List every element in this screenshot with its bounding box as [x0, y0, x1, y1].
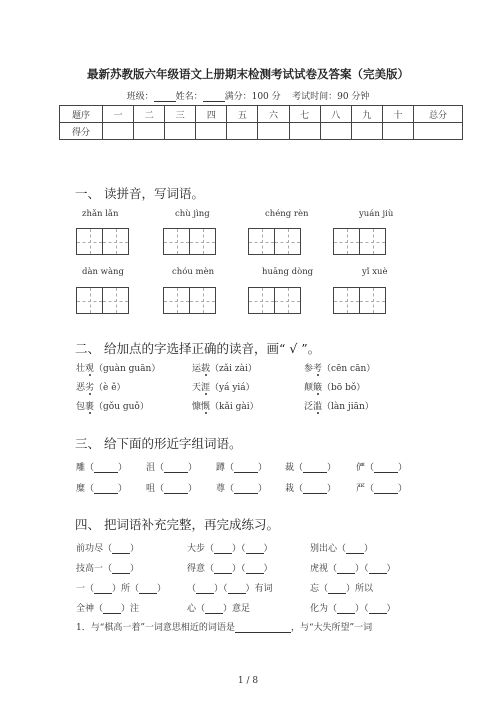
grid-cell[interactable]: [189, 228, 216, 255]
grid-cell[interactable]: [274, 287, 301, 314]
fill-item[interactable]: 尊（ ）: [216, 484, 268, 494]
name-label: 姓名：: [175, 92, 203, 102]
table-cell: 十: [382, 106, 413, 123]
writing-grid[interactable]: [333, 287, 385, 314]
class-blank[interactable]: [154, 92, 176, 102]
idiom-fill[interactable]: （ ）（ ）有词: [187, 584, 273, 594]
fill-item[interactable]: 雕（ ）: [76, 463, 128, 473]
score-cell[interactable]: [382, 123, 413, 140]
pinyin: yuán jiù: [359, 209, 394, 219]
fill-item[interactable]: 咀（ ）: [146, 484, 198, 494]
score-cell[interactable]: [134, 123, 165, 140]
fill-item[interactable]: 蹲（ ）: [216, 463, 268, 473]
idiom-fill[interactable]: 忘（ ）所以: [310, 584, 374, 594]
score-table-header-row: [60, 106, 463, 123]
table-cell: 四: [196, 106, 227, 123]
section2-heading: 二、 给加点的字选择正确的读音，画“ √ ”。: [75, 341, 321, 356]
idiom-fill[interactable]: 前功尽（ ）: [76, 544, 140, 554]
fill-item[interactable]: 俨（ ）: [356, 463, 408, 473]
table-cell: 题序: [60, 106, 103, 123]
writing-grid[interactable]: [76, 228, 128, 255]
table-cell: 八: [320, 106, 351, 123]
idiom-fill[interactable]: 技高一（ ）: [76, 564, 140, 574]
section1-heading: 一、 读拼音，写词语。: [75, 186, 204, 201]
fill-item[interactable]: 糜（ ）: [76, 484, 128, 494]
score-table: [59, 105, 463, 140]
reading-item[interactable]: 泛滥（làn jiān）: [304, 402, 374, 412]
grid-cell[interactable]: [189, 287, 216, 314]
class-label: 班级：: [126, 92, 154, 102]
table-cell: 二: [134, 106, 165, 123]
table-cell: 一: [103, 106, 134, 123]
table-cell: 六: [258, 106, 289, 123]
reading-item[interactable]: 包裹（gǒu guǒ）: [76, 402, 149, 412]
grid-cell[interactable]: [333, 228, 360, 255]
page-number: 1 / 8: [237, 676, 259, 686]
grid-cell[interactable]: [248, 287, 275, 314]
reading-item[interactable]: 天涯（yá yiá）: [192, 383, 255, 393]
fill-item[interactable]: 沮（ ）: [146, 463, 198, 473]
idiom-fill[interactable]: 一（ ）所（ ）: [76, 584, 167, 594]
writing-grid[interactable]: [333, 228, 385, 255]
fill-item[interactable]: 栽（ ）: [285, 484, 337, 494]
table-cell: 七: [289, 106, 320, 123]
score-cell[interactable]: [196, 123, 227, 140]
writing-grid[interactable]: [248, 228, 300, 255]
section4-heading: 四、 把词语补充完整，再完成练习。: [75, 517, 279, 532]
grid-cell[interactable]: [102, 228, 129, 255]
grid-cell[interactable]: [76, 228, 103, 255]
idiom-fill[interactable]: 心（ ）意足: [187, 604, 251, 614]
table-cell: 九: [351, 106, 382, 123]
score-cell[interactable]: [103, 123, 134, 140]
exam-time: 考试时间：90 分钟: [292, 92, 370, 102]
score-cell[interactable]: [320, 123, 351, 140]
grid-cell[interactable]: [359, 287, 386, 314]
grid-cell[interactable]: [333, 287, 360, 314]
reading-item[interactable]: 运载（zǎi zài）: [192, 364, 257, 374]
idiom-fill[interactable]: 化为（ ）（ ）: [310, 604, 396, 614]
pinyin: zhǎn lǎn: [82, 209, 119, 219]
grid-cell[interactable]: [248, 228, 275, 255]
grid-cell[interactable]: [274, 228, 301, 255]
table-cell: 三: [165, 106, 196, 123]
pinyin: chéng rèn: [265, 209, 309, 219]
score-cell[interactable]: [289, 123, 320, 140]
reading-item[interactable]: 慷慨（kǎi gài）: [192, 402, 259, 412]
name-blank[interactable]: [203, 92, 225, 102]
writing-grid[interactable]: [76, 287, 128, 314]
score-cell[interactable]: [258, 123, 289, 140]
pinyin: huāng dòng: [262, 267, 314, 277]
grid-cell[interactable]: [76, 287, 103, 314]
score-cell[interactable]: [351, 123, 382, 140]
fill-item[interactable]: 严（ ）: [356, 484, 408, 494]
section3-heading: 三、 给下面的形近字组词语。: [75, 436, 242, 451]
reading-item[interactable]: 恶劣（è ě）: [76, 383, 126, 393]
reading-item[interactable]: 颠簸（bō bǒ）: [304, 383, 366, 393]
grid-cell[interactable]: [359, 228, 386, 255]
page-title: 最新苏教版六年级语文上册期末检测考试试卷及答案（完美版）: [87, 67, 409, 81]
pinyin: yǐ xuè: [362, 267, 388, 277]
table-cell: 得分: [60, 123, 103, 140]
table-cell: 五: [227, 106, 258, 123]
exam-info: [0, 89, 496, 102]
table-cell: 总分: [414, 106, 463, 123]
grid-cell[interactable]: [102, 287, 129, 314]
writing-grid[interactable]: [163, 228, 215, 255]
score-cell[interactable]: [414, 123, 463, 140]
idiom-fill[interactable]: 得意（ ）（ ）: [187, 564, 273, 574]
idiom-fill[interactable]: 全神（ ）注: [76, 604, 140, 614]
score-cell[interactable]: [165, 123, 196, 140]
idiom-fill[interactable]: 别出心（ ）: [310, 544, 374, 554]
full-score: 满分：100 分: [224, 92, 281, 102]
reading-item[interactable]: 壮观（guàn guān）: [76, 364, 161, 374]
score-table-score-row: [60, 123, 463, 140]
writing-grid[interactable]: [248, 287, 300, 314]
fill-item[interactable]: 裁（ ）: [285, 463, 337, 473]
pinyin: dàn wàng: [82, 267, 124, 277]
score-cell[interactable]: [227, 123, 258, 140]
question-1[interactable]: 1．与“棋高一着”一词意思相近的词语是 ，与“大失所望”一词: [76, 623, 373, 633]
pinyin: chóu mèn: [172, 267, 215, 277]
grid-cell[interactable]: [163, 228, 190, 255]
writing-grid[interactable]: [163, 287, 215, 314]
grid-cell[interactable]: [163, 287, 190, 314]
idiom-fill[interactable]: 大步（ ）（ ）: [187, 544, 273, 554]
reading-item[interactable]: 参考（cēn cān）: [304, 364, 376, 374]
idiom-fill[interactable]: 虎视（ ）（ ）: [310, 564, 396, 574]
pinyin: chù jìng: [175, 209, 210, 219]
